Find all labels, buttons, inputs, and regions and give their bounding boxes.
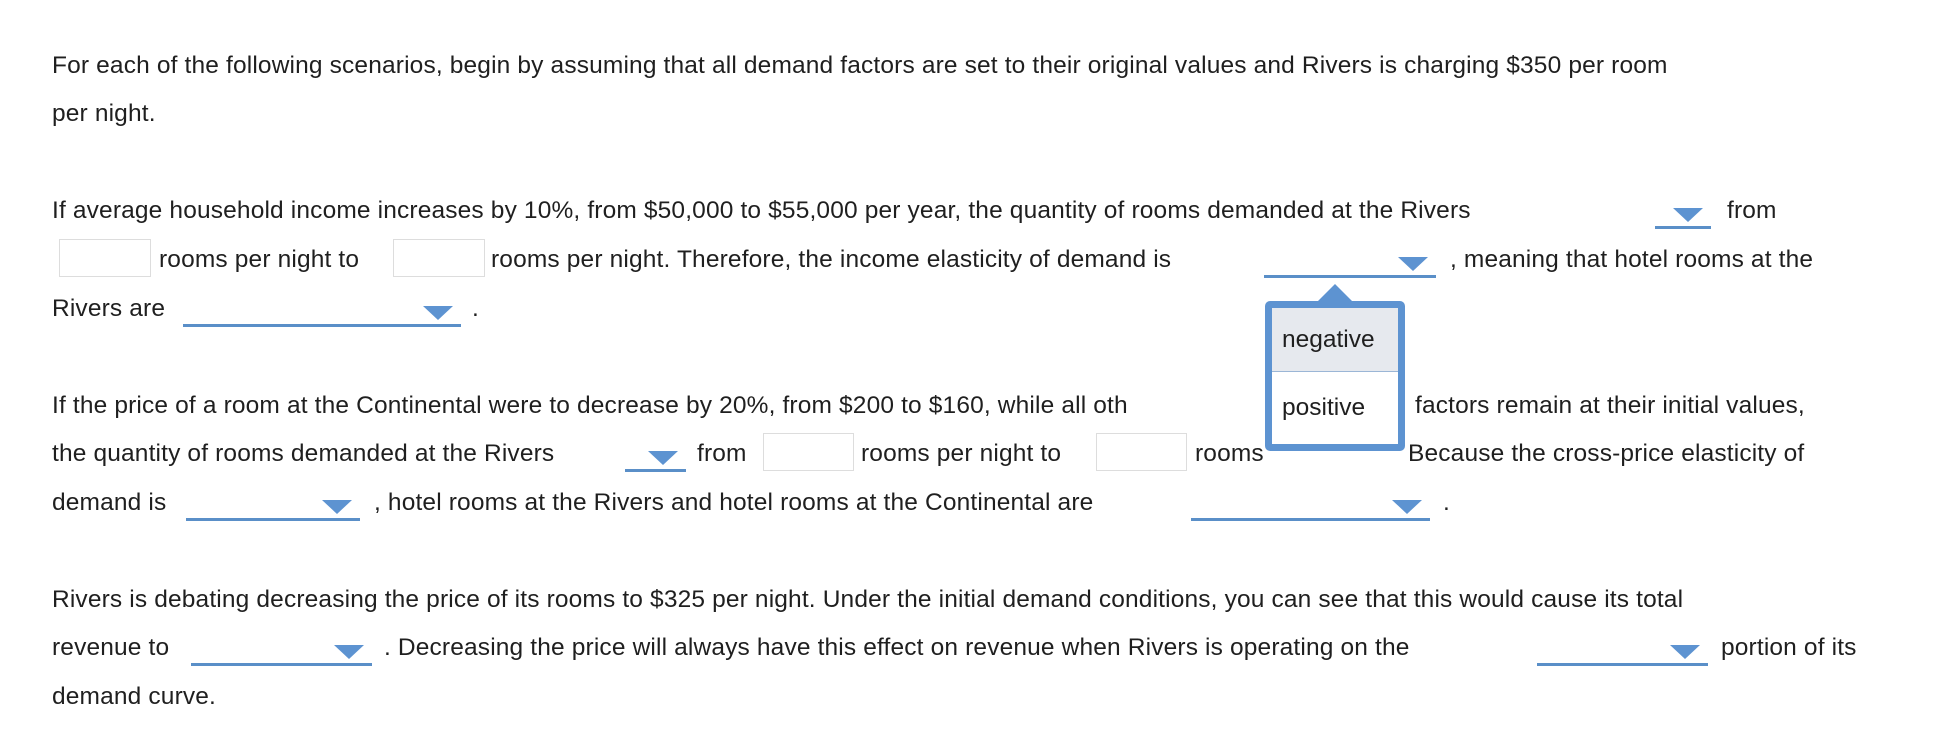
good-type-dropdown[interactable] bbox=[183, 297, 461, 327]
cross-line-1b: factors remain at their initial values, bbox=[1415, 392, 1805, 419]
chevron-down-icon bbox=[1392, 500, 1422, 514]
revenue-line-2b: . Decreasing the price will always have this effect on revenue when Rivers is operating on the bbox=[384, 634, 1410, 661]
income-from-label: from bbox=[1727, 197, 1777, 224]
revenue-line-2c: portion of its bbox=[1721, 634, 1857, 661]
cross-line-3b: , hotel rooms at the Rivers and hotel rooms at the Continental are bbox=[374, 489, 1094, 516]
cross-rooms-to-input[interactable] bbox=[1096, 433, 1187, 471]
cross-line-1a: If the price of a room at the Continental were to decrease by 20%, from $200 to $160, while all oth bbox=[52, 392, 1128, 419]
option-positive[interactable]: positive bbox=[1272, 376, 1398, 440]
chevron-down-icon bbox=[1398, 257, 1428, 271]
income-rooms-to-input[interactable] bbox=[393, 239, 485, 277]
chevron-down-icon bbox=[1670, 645, 1700, 659]
chevron-down-icon bbox=[423, 306, 453, 320]
income-line-1: If average household income increases by 10%, from $50,000 to $55,000 per year, the quantity of rooms demanded at the Rivers bbox=[52, 197, 1471, 224]
popup-caret-icon bbox=[1318, 284, 1352, 301]
cross-line-3a: demand is bbox=[52, 489, 167, 516]
quantity-change-dropdown-2[interactable] bbox=[625, 442, 686, 472]
cross-line-2c: rooms bbox=[1195, 440, 1264, 467]
revenue-change-dropdown[interactable] bbox=[191, 636, 372, 666]
elasticity-options-popup bbox=[1265, 301, 1405, 451]
income-line-2c: , meaning that hotel rooms at the bbox=[1450, 246, 1814, 273]
revenue-line-1: Rivers is debating decreasing the price of its rooms to $325 per night. Under the initial demand conditions, you can see that this would cause its total bbox=[52, 586, 1684, 613]
demand-portion-dropdown[interactable] bbox=[1537, 636, 1708, 666]
cross-line-3-period: . bbox=[1443, 489, 1450, 516]
cross-rooms-from-input[interactable] bbox=[763, 433, 854, 471]
chevron-down-icon bbox=[322, 500, 352, 514]
revenue-line-3: demand curve. bbox=[52, 683, 217, 710]
revenue-line-2a: revenue to bbox=[52, 634, 170, 661]
income-rooms-from-input[interactable] bbox=[59, 239, 151, 277]
cross-from-label: from bbox=[697, 440, 747, 467]
income-line-3-period: . bbox=[472, 295, 479, 322]
quantity-change-dropdown-1[interactable] bbox=[1655, 199, 1711, 229]
goods-relation-dropdown[interactable] bbox=[1191, 491, 1430, 521]
chevron-down-icon bbox=[334, 645, 364, 659]
income-line-3a: Rivers are bbox=[52, 295, 166, 322]
intro-line-2: per night. bbox=[52, 100, 156, 127]
cross-line-2b: rooms per night to bbox=[861, 440, 1062, 467]
income-elasticity-dropdown[interactable] bbox=[1264, 248, 1436, 278]
income-line-2a: rooms per night to bbox=[159, 246, 360, 273]
income-line-2b: rooms per night. Therefore, the income elasticity of demand is bbox=[491, 246, 1172, 273]
chevron-down-icon bbox=[648, 451, 678, 465]
chevron-down-icon bbox=[1673, 208, 1703, 222]
cross-elasticity-dropdown[interactable] bbox=[186, 491, 360, 521]
cross-line-2d: Because the cross-price elasticity of bbox=[1408, 440, 1805, 467]
option-negative[interactable]: negative bbox=[1272, 308, 1398, 372]
intro-line-1: For each of the following scenarios, begin by assuming that all demand factors are set to their original values and Rivers is charging $350 per room bbox=[52, 52, 1668, 79]
cross-line-2a: the quantity of rooms demanded at the Rivers bbox=[52, 440, 555, 467]
